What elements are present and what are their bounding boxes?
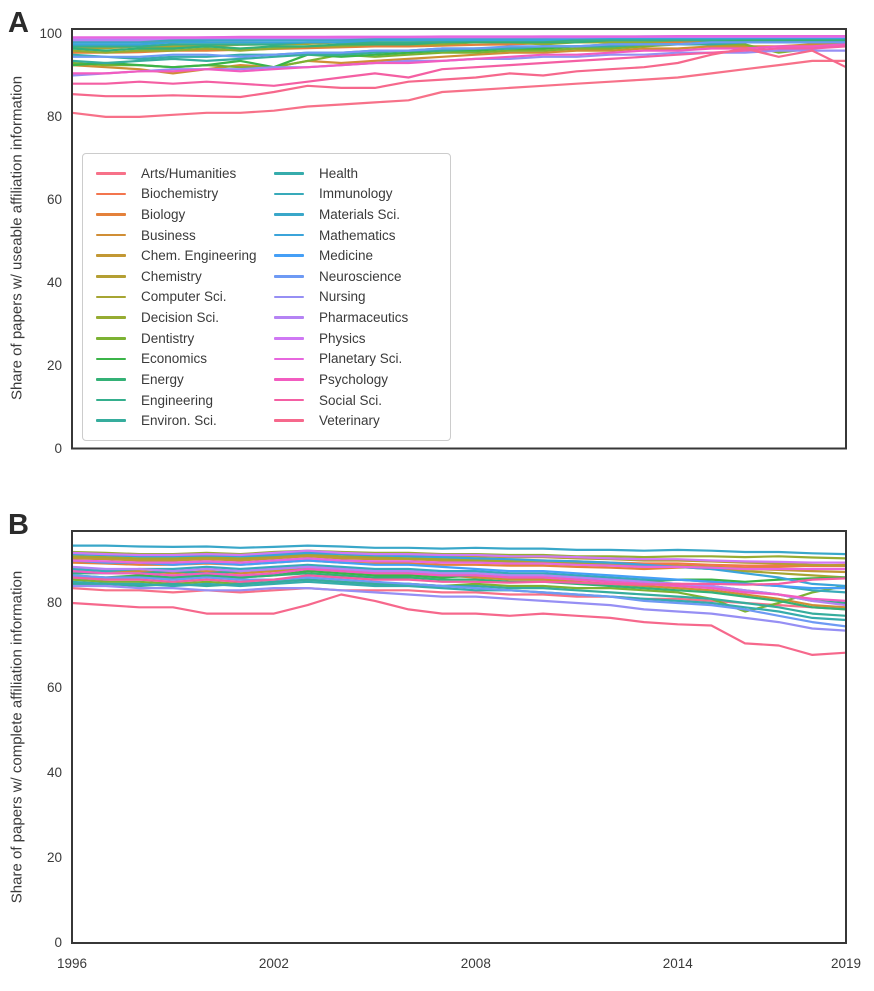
legend-label: Nursing bbox=[319, 289, 366, 305]
legend-item bbox=[274, 369, 444, 390]
legend-item bbox=[274, 287, 444, 308]
legend-item bbox=[274, 163, 444, 184]
legend-swatch-icon bbox=[96, 296, 126, 299]
legend-swatch-icon bbox=[274, 296, 304, 299]
legend-item bbox=[274, 410, 444, 431]
legend-swatch-icon bbox=[96, 234, 126, 237]
legend-swatch-icon bbox=[96, 316, 126, 319]
legend-swatch-icon bbox=[96, 358, 126, 361]
legend-label: Psychology bbox=[319, 371, 389, 387]
legend-label: Arts/Humanities bbox=[141, 165, 237, 181]
panel-a-ytick-label: 80 bbox=[46, 108, 62, 124]
legend-label: Veterinary bbox=[319, 413, 380, 429]
panel-b-ylabel: Share of papers w/ complete affiliation information bbox=[8, 570, 26, 904]
legend-label: Computer Sci. bbox=[141, 289, 227, 305]
legend-item bbox=[96, 184, 266, 205]
xtick-label: 2008 bbox=[460, 956, 491, 971]
legend-swatch-icon bbox=[274, 213, 304, 216]
legend-swatch-icon bbox=[96, 378, 126, 381]
legend-item bbox=[274, 349, 444, 370]
xtick-label: 1996 bbox=[56, 956, 88, 971]
panel-b-lines bbox=[72, 546, 846, 655]
panel-a-lines bbox=[72, 36, 846, 117]
legend-swatch-icon bbox=[96, 337, 126, 340]
legend-label: Mathematics bbox=[319, 227, 396, 243]
legend-swatch-icon bbox=[96, 172, 126, 175]
panel-b-ytick-label: 40 bbox=[46, 765, 62, 780]
legend-item bbox=[274, 245, 444, 266]
legend-item bbox=[96, 390, 266, 411]
legend-item bbox=[96, 349, 266, 370]
legend-swatch-icon bbox=[274, 172, 304, 175]
panel-a-ytick-label: 0 bbox=[54, 440, 62, 456]
legend-label: Biology bbox=[141, 207, 186, 223]
legend-swatch-icon bbox=[274, 316, 304, 319]
legend-swatch-icon bbox=[274, 358, 304, 361]
legend-item bbox=[96, 287, 266, 308]
legend-item bbox=[96, 245, 266, 266]
legend-label: Health bbox=[319, 165, 359, 181]
legend-swatch-icon bbox=[274, 378, 304, 381]
line-planetary-sci- bbox=[72, 36, 846, 37]
legend-swatch-icon bbox=[96, 193, 126, 196]
legend-item bbox=[274, 328, 444, 349]
panel-b-ytick-label: 20 bbox=[46, 850, 62, 865]
legend-label: Pharmaceutics bbox=[319, 310, 409, 326]
legend-swatch-icon bbox=[274, 419, 304, 422]
legend-label: Environ. Sci. bbox=[141, 413, 217, 429]
legend-item bbox=[274, 266, 444, 287]
legend bbox=[82, 153, 451, 441]
legend-item bbox=[96, 204, 266, 225]
legend-label: Decision Sci. bbox=[141, 310, 220, 326]
panel-a-letter: A bbox=[8, 7, 29, 39]
legend-label: Planetary Sci. bbox=[319, 351, 403, 367]
line-veterinary bbox=[72, 595, 846, 655]
panel-b-ytick-label: 60 bbox=[46, 680, 62, 695]
legend-item bbox=[274, 390, 444, 411]
xtick-label: 2002 bbox=[258, 956, 289, 971]
panel-b-ytick-label: 80 bbox=[46, 595, 62, 610]
legend-item bbox=[96, 266, 266, 287]
legend-item bbox=[274, 204, 444, 225]
legend-item bbox=[96, 163, 266, 184]
legend-label: Immunology bbox=[319, 186, 393, 202]
legend-swatch-icon bbox=[274, 254, 304, 257]
legend-label: Economics bbox=[141, 351, 208, 367]
legend-swatch-icon bbox=[96, 419, 126, 422]
panel-b-letter: B bbox=[8, 509, 29, 541]
legend-item bbox=[96, 225, 266, 246]
legend-item bbox=[274, 184, 444, 205]
legend-item bbox=[96, 307, 266, 328]
legend-swatch-icon bbox=[96, 275, 126, 278]
legend-label: Business bbox=[141, 227, 196, 243]
legend-swatch-icon bbox=[274, 337, 304, 340]
legend-swatch-icon bbox=[274, 275, 304, 278]
legend-label: Social Sci. bbox=[319, 392, 383, 408]
legend-swatch-icon bbox=[96, 213, 126, 216]
legend-label: Chem. Engineering bbox=[141, 248, 257, 264]
panel-b-ytick-label: 0 bbox=[54, 935, 62, 950]
legend-label: Materials Sci. bbox=[319, 207, 401, 223]
legend-label: Medicine bbox=[319, 248, 374, 264]
legend-label: Neuroscience bbox=[319, 268, 402, 284]
legend-swatch-icon bbox=[274, 193, 304, 196]
legend-item bbox=[274, 307, 444, 328]
legend-item bbox=[96, 328, 266, 349]
legend-label: Biochemistry bbox=[141, 186, 219, 202]
legend-item bbox=[274, 225, 444, 246]
panel-a-ytick-label: 100 bbox=[39, 26, 62, 41]
legend-swatch-icon bbox=[274, 399, 304, 402]
legend-label: Engineering bbox=[141, 392, 214, 408]
xtick-label: 2019 bbox=[830, 956, 862, 971]
legend-label: Chemistry bbox=[141, 268, 202, 284]
legend-label: Physics bbox=[319, 330, 366, 346]
legend-label: Dentistry bbox=[141, 330, 195, 346]
panel-a-ytick-label: 40 bbox=[46, 274, 62, 290]
panel-a-ytick-label: 60 bbox=[46, 191, 62, 207]
legend-swatch-icon bbox=[96, 254, 126, 257]
legend-swatch-icon bbox=[274, 234, 304, 237]
legend-swatch-icon bbox=[96, 399, 126, 402]
legend-item bbox=[96, 410, 266, 431]
legend-item bbox=[96, 369, 266, 390]
panel-a-ylabel: Share of papers w/ useable affiliation information bbox=[8, 75, 26, 401]
legend-label: Energy bbox=[141, 371, 184, 387]
panel-a-ytick-label: 20 bbox=[46, 357, 62, 373]
xtick-label: 2014 bbox=[662, 956, 693, 971]
